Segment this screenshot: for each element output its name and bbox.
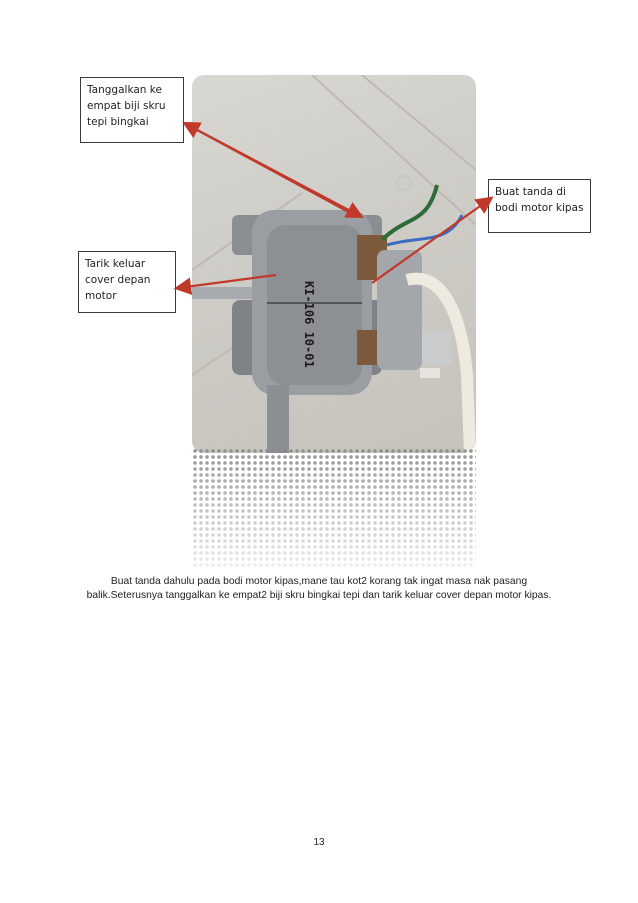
- motor-label: KI-106 10-01: [302, 281, 316, 368]
- callout-pull-cover: Tarik keluar cover depan motor: [78, 251, 176, 313]
- arrow-mark-body: [372, 199, 490, 283]
- callout-mark-body: Buat tanda di bodi motor kipas: [488, 179, 591, 233]
- arrow-screws-right: [186, 124, 360, 216]
- page-number: 13: [313, 837, 325, 848]
- arrow-pull-cover: [178, 275, 276, 288]
- caption: Buat tanda dahulu pada bodi motor kipas,mane tau kot2 korang tak ingat masa nak pasang balik.Seterusnya tanggalkan ke empat2 biji skru bingkai tepi dan tarik keluar cover depan motor kipas.: [86, 576, 552, 601]
- callout-remove-screws: Tanggalkan ke empat biji skru tepi bingkai: [80, 77, 184, 143]
